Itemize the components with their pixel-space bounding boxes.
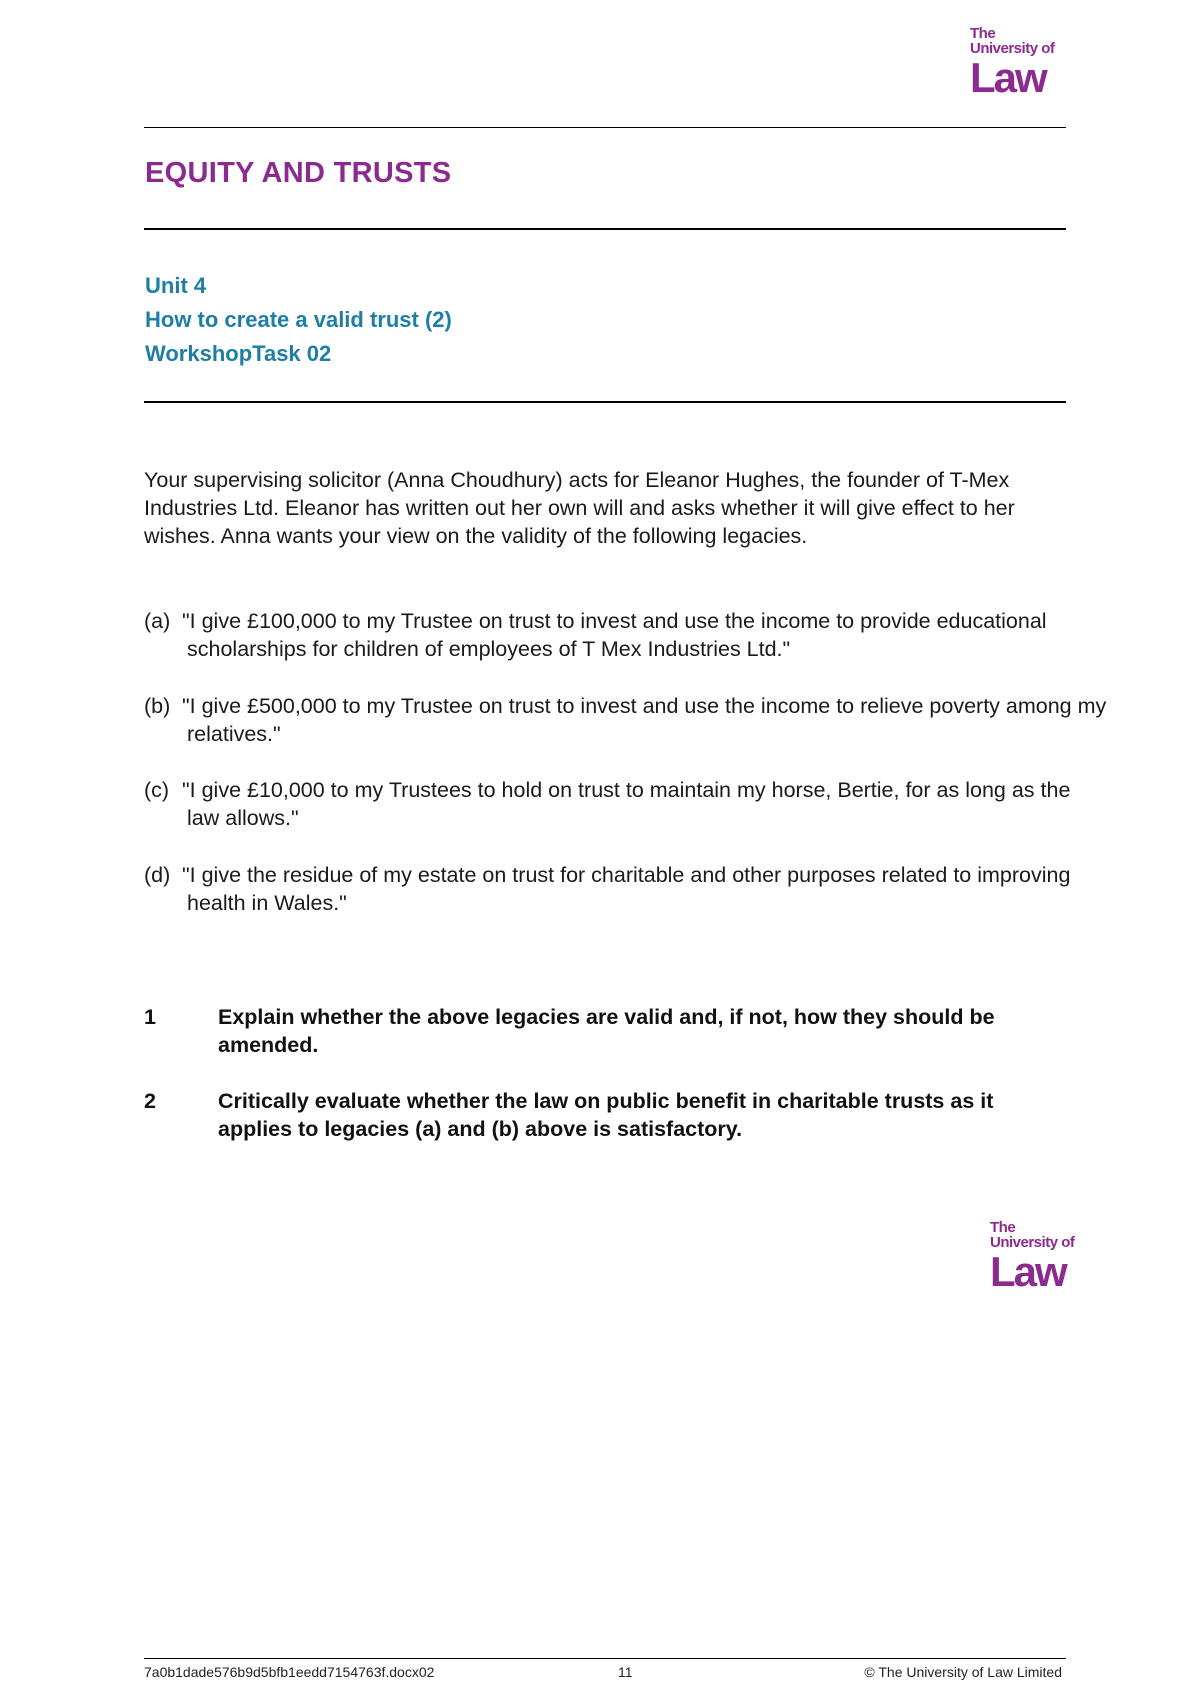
legacy-item — [144, 861, 1107, 917]
footer-divider — [144, 1658, 1066, 1659]
question-text: Explain whether the above legacies are valid and, if not, how they should be amended. — [218, 1005, 995, 1057]
university-logo — [970, 26, 1054, 99]
logo-line-law: Law — [970, 54, 1046, 101]
unit-heading: Unit 4 — [145, 273, 207, 298]
legacy-item — [144, 776, 1107, 832]
logo-line-university: University of — [970, 40, 1055, 57]
legacy-item — [144, 607, 1107, 663]
logo-line-the: The — [990, 1219, 1016, 1236]
question-number: 2 — [144, 1089, 156, 1113]
university-logo-secondary — [990, 1220, 1074, 1293]
topic-heading: How to create a valid trust (2) — [145, 307, 452, 332]
legacy-text: "I give £10,000 to my Trustees to hold on trust to maintain my horse, Bertie, for as long as the law allows." — [182, 778, 1071, 830]
question-item — [144, 1087, 1066, 1143]
legacy-text: "I give £500,000 to my Trustee on trust to invest and use the income to relieve poverty among my relatives." — [182, 694, 1107, 746]
legacy-text: "I give £100,000 to my Trustee on trust to invest and use the income to provide educational scholarships for children of employees of T Mex Industries Ltd." — [182, 609, 1047, 661]
intro-paragraph: Your supervising solicitor (Anna Choudhury) acts for Eleanor Hughes, the founder of T-Mex Industries Ltd. Eleanor has written out her own will and asks whether it will give effect to her wishes. Anna wants your view on the validity of the following legacies. — [144, 468, 1015, 548]
question-text: Critically evaluate whether the law on public benefit in charitable trusts as it applies to legacies (a) and (b) above is satisfactory. — [218, 1089, 994, 1141]
legacy-item — [144, 692, 1107, 748]
legacy-label: (d) — [144, 863, 171, 887]
footer-filename: 7a0b1dade576b9d5bfb1eedd7154763f.docx02 — [144, 1664, 435, 1680]
legacy-label: (c) — [144, 778, 170, 802]
footer-copyright: © The University of Law Limited — [864, 1664, 1062, 1680]
legacy-label: (a) — [144, 609, 171, 633]
logo-line-the: The — [970, 25, 996, 42]
task-heading: WorkshopTask 02 — [145, 341, 332, 366]
question-item — [144, 1003, 1066, 1059]
logo-line-law: Law — [990, 1248, 1066, 1295]
footer-page-number: 11 — [618, 1664, 633, 1680]
subtitle-divider — [144, 401, 1066, 403]
header-divider — [144, 127, 1066, 128]
title-divider — [144, 228, 1066, 230]
legacy-text: "I give the residue of my estate on trust for charitable and other purposes related to improving health in Wales." — [182, 863, 1071, 915]
page-title: EQUITY AND TRUSTS — [145, 157, 452, 189]
logo-line-university: University of — [990, 1234, 1075, 1251]
question-number: 1 — [144, 1005, 156, 1029]
page-footer — [144, 1664, 1066, 1684]
legacy-label: (b) — [144, 694, 171, 718]
